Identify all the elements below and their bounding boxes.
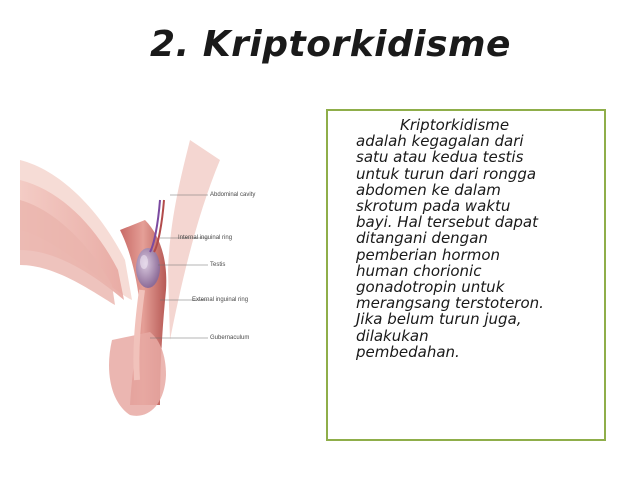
anatomy-drawing bbox=[20, 140, 320, 420]
description-text bbox=[356, 117, 604, 360]
label-internal-inguinal-ring: Internal inguinal ring bbox=[178, 235, 233, 241]
description-box bbox=[326, 109, 606, 441]
slide-title: 2. Kriptorkidisme bbox=[150, 24, 511, 65]
text-line: untuk turun dari rongga bbox=[356, 164, 537, 183]
text-line: satu atau kedua testis bbox=[356, 148, 524, 167]
testis-shape bbox=[136, 248, 160, 288]
anatomy-illustration bbox=[20, 140, 320, 420]
text-line: human chorionic bbox=[356, 261, 482, 280]
label-abdominal-cavity: Abdominal cavity bbox=[210, 192, 256, 198]
text-line: dilakukan bbox=[356, 326, 429, 345]
text-line: abdomen ke dalam bbox=[356, 180, 501, 199]
text-line: pembedahan. bbox=[356, 342, 460, 361]
text-line: merangsang terstoteron. bbox=[356, 294, 544, 313]
text-line: ditangani dengan bbox=[356, 229, 488, 248]
label-external-inguinal-ring: External inguinal ring bbox=[192, 297, 249, 303]
text-line: Jika belum turun juga, bbox=[356, 310, 522, 329]
text-line: gonadotropin untuk bbox=[356, 278, 505, 297]
text-line: adalah kegagalan dari bbox=[356, 132, 524, 151]
label-testis: Testis bbox=[210, 262, 226, 268]
text-line: skrotum pada waktu bbox=[356, 197, 511, 216]
label-gubernaculum: Gubernaculum bbox=[210, 335, 250, 341]
text-line: pemberian hormon bbox=[356, 245, 501, 264]
text-line: Kriptorkidisme bbox=[400, 116, 510, 134]
text-line: bayi. Hal tersebut dapat bbox=[356, 213, 539, 232]
